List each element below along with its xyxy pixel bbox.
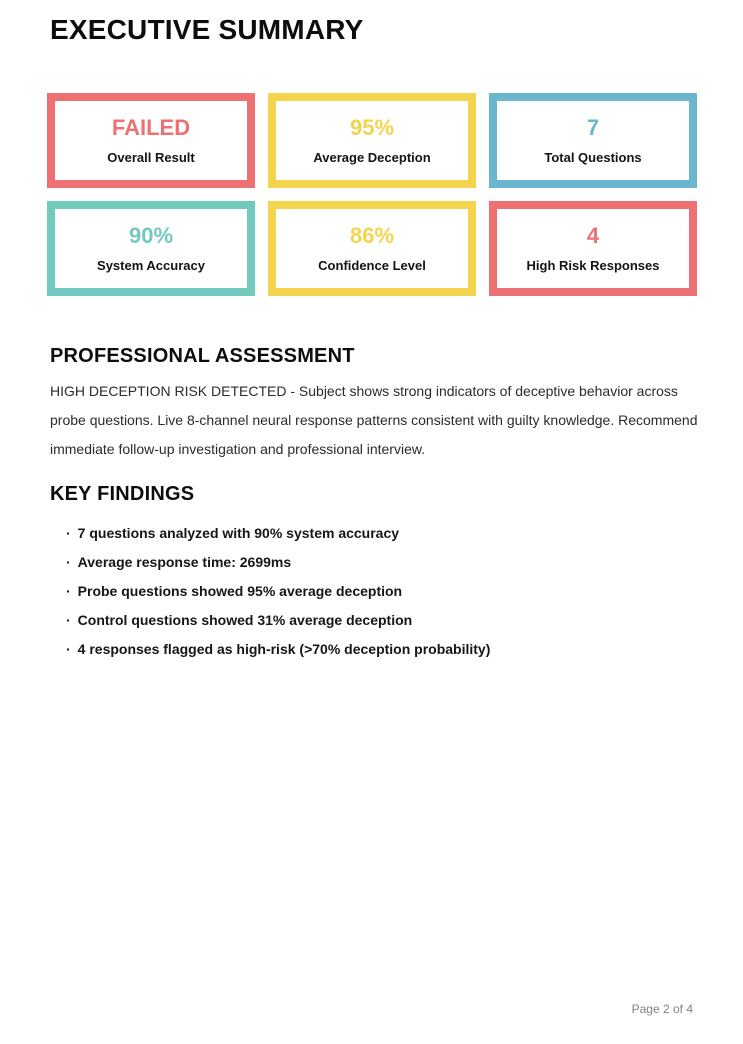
key-finding-item [66,519,490,548]
assessment-heading: PROFESSIONAL ASSESSMENT [50,345,355,367]
key-finding-item [66,606,490,635]
key-finding-text: 7 questions analyzed with 90% system accuracy [77,525,400,541]
stat-label-overall-result: Overall Result [107,150,195,165]
key-finding-text: Average response time: 2699ms [77,554,292,570]
stat-value-high-risk-responses: 4 [586,223,600,248]
key-findings-heading: KEY FINDINGS [50,483,195,505]
bullet-icon: · [66,525,71,541]
stat-label-high-risk-responses: High Risk Responses [526,258,660,273]
summary-stat-cards [47,93,697,296]
key-finding-item [66,635,490,664]
assessment-body-text: HIGH DECEPTION RISK DETECTED - Subject shows strong indicators of deceptive behavior across probe questions. Live 8-channel neural response patterns consistent with guilty knowledge. Recommend immediate follow-up investigation and professional interview. [50,383,698,457]
stat-card-high-risk-responses [489,201,697,296]
bullet-icon: · [66,583,71,599]
key-finding-text: Probe questions showed 95% average deception [77,583,403,599]
stat-label-confidence-level: Confidence Level [318,258,426,273]
stat-value-overall-result: FAILED [111,115,191,140]
stat-value-average-deception: 95% [349,115,395,140]
key-finding-item [66,548,490,577]
stat-value-system-accuracy: 90% [128,223,174,248]
bullet-icon: · [66,554,71,570]
key-finding-item [66,577,490,606]
stat-card-average-deception [268,93,476,188]
page-title: EXECUTIVE SUMMARY [50,14,364,45]
stat-card-total-questions [489,93,697,188]
stat-value-total-questions: 7 [586,115,600,140]
stat-card-system-accuracy [47,201,255,296]
bullet-icon: · [66,641,71,657]
key-finding-text: 4 responses flagged as high-risk (>70% deception probability) [77,641,491,657]
stat-label-total-questions: Total Questions [544,150,642,165]
stat-label-system-accuracy: System Accuracy [97,258,205,273]
stat-value-confidence-level: 86% [349,223,395,248]
key-findings-list [66,519,490,664]
stat-card-confidence-level [268,201,476,296]
page-number: Page 2 of 4 [631,1002,693,1016]
bullet-icon: · [66,612,71,628]
stat-label-average-deception: Average Deception [313,150,431,165]
stat-card-overall-result [47,93,255,188]
key-finding-text: Control questions showed 31% average deception [77,612,413,628]
